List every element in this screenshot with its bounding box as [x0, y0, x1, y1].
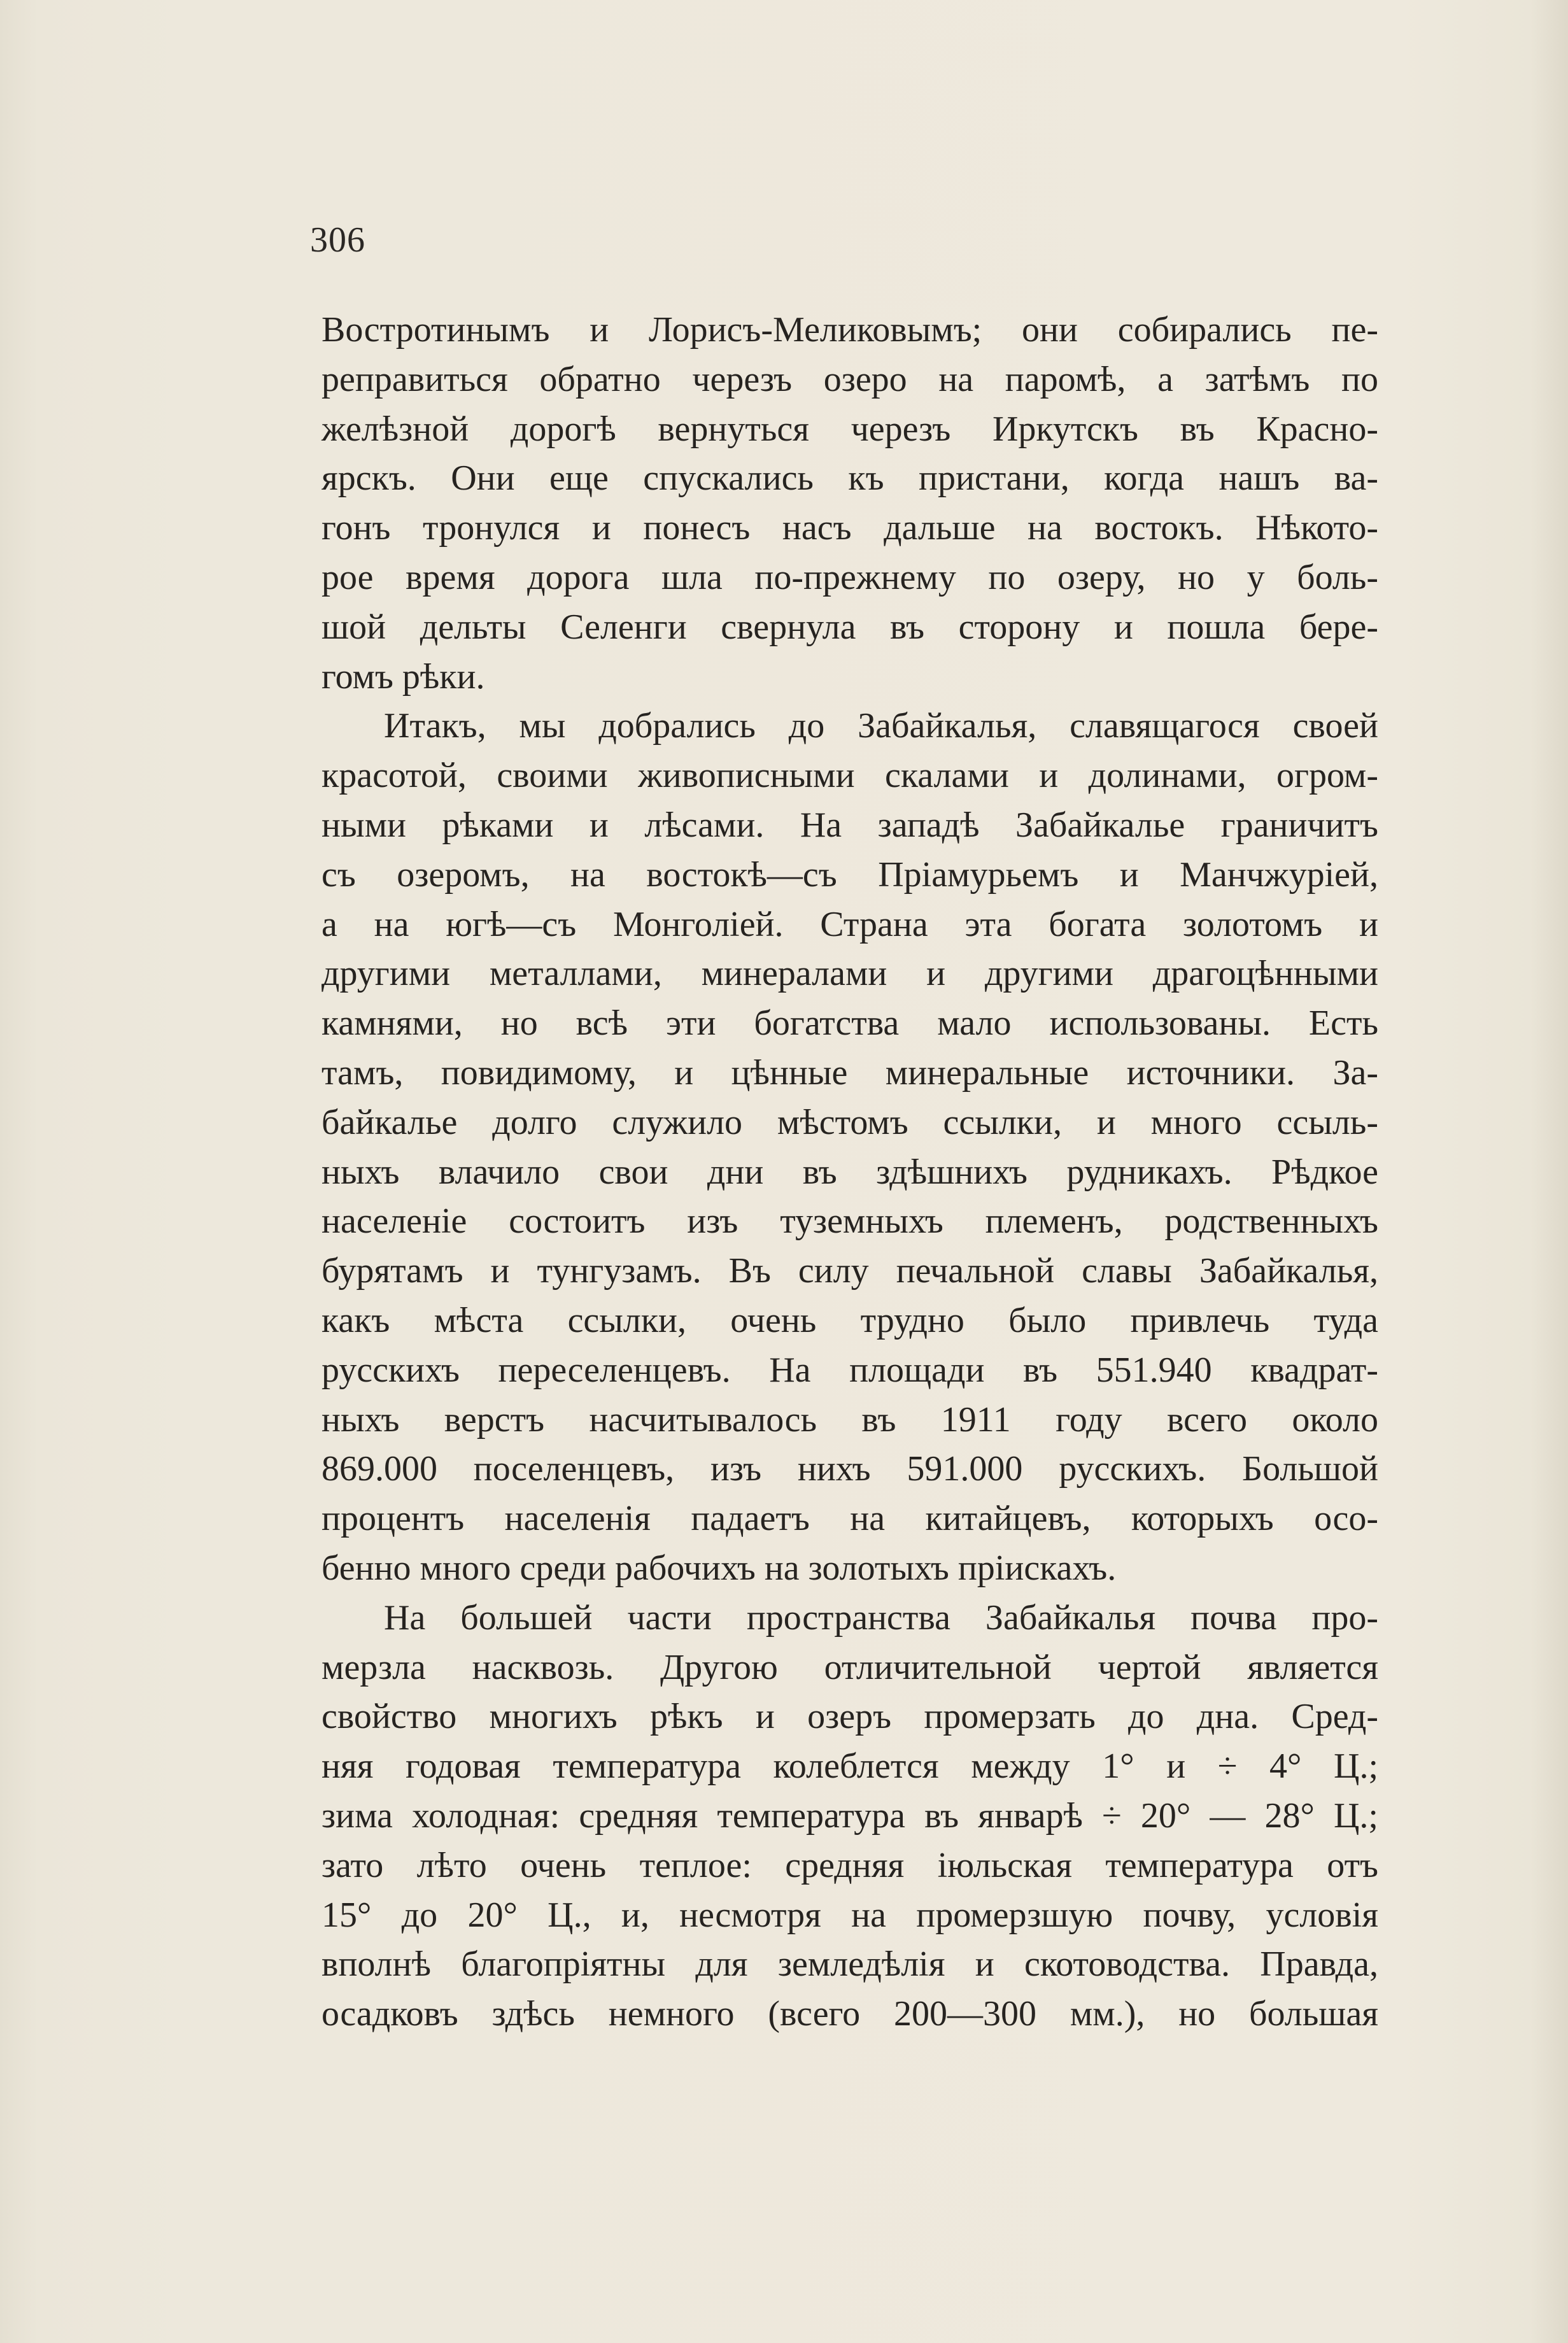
text-line: населеніе состоитъ изъ туземныхъ племенъ, родственныхъ: [321, 1201, 1378, 1242]
text-line: байкалье долго служило мѣстомъ ссылки, и много ссыль-: [321, 1102, 1378, 1142]
text-line: 869.000 поселенцевъ, изъ нихъ 591.000 русскихъ. Большой: [321, 1449, 1378, 1489]
text-line: ярскъ. Они еще спускались къ пристани, когда нашъ ва-: [321, 458, 1378, 499]
text-line: тамъ, повидимому, и цѣнные минеральные источники. За-: [321, 1052, 1378, 1093]
text-line: бенно много среди рабочихъ на золотыхъ пріискахъ.: [321, 1548, 1117, 1588]
text-line: зато лѣто очень теплое: средняя іюльская температура отъ: [321, 1845, 1378, 1885]
text-line: вполнѣ благопріятны для земледѣлія и скотоводства. Правда,: [321, 1944, 1378, 1985]
text-line: реправиться обратно черезъ озеро на паромѣ, а затѣмъ по: [321, 359, 1378, 399]
text-line: ныхъ влачило свои дни въ здѣшнихъ рудникахъ. Рѣдкое: [321, 1152, 1378, 1192]
text-line: рое время дорога шла по-прежнему по озеру, но у боль-: [321, 557, 1378, 597]
text-line: другими металлами, минералами и другими драгоцѣнными: [321, 954, 1378, 994]
text-line: осадковъ здѣсь немного (всего 200—300 мм.), но большая: [321, 1994, 1378, 2034]
text-line: русскихъ переселенцевъ. На площади въ 551.940 квадрат-: [321, 1350, 1378, 1390]
text-line: гонъ тронулся и понесъ насъ дальше на востокъ. Нѣкото-: [321, 508, 1378, 548]
text-line: красотой, своими живописными скалами и долинами, огром-: [321, 756, 1378, 796]
text-line: съ озеромъ, на востокѣ—съ Пріамурьемъ и Манчжуріей,: [321, 854, 1378, 895]
text-line: свойство многихъ рѣкъ и озеръ промерзать до дна. Сред-: [321, 1697, 1378, 1737]
text-line: 15° до 20° Ц., и, несмотря на промерзшую почву, условія: [321, 1895, 1378, 1935]
text-line: зима холодная: средняя температура въ январѣ ÷ 20° — 28° Ц.;: [321, 1795, 1378, 1836]
text-line: бурятамъ и тунгузамъ. Въ силу печальной славы Забайкалья,: [321, 1251, 1378, 1291]
text-line: мерзла насквозь. Другою отличительной чертой является: [321, 1647, 1378, 1687]
text-line: няя годовая температура колеблется между 1° и ÷ 4° Ц.;: [321, 1746, 1378, 1787]
text-line: какъ мѣста ссылки, очень трудно было привлечь туда: [321, 1300, 1378, 1340]
text-line: Востротинымъ и Лорисъ-Меликовымъ; они собирались пе-: [321, 310, 1378, 350]
text-line: ныхъ верстъ насчитывалось въ 1911 году всего около: [321, 1399, 1378, 1440]
page-edge-shadow: [1530, 0, 1568, 2343]
text-line: желѣзной дорогѣ вернуться черезъ Иркутскъ въ Красно-: [321, 409, 1378, 449]
page-number: 306: [310, 220, 365, 260]
text-line: На большей части пространства Забайкалья почва про-: [384, 1597, 1378, 1638]
text-line: ными рѣками и лѣсами. На западѣ Забайкалье граничитъ: [321, 805, 1378, 845]
page-body-text: [321, 306, 1378, 2039]
text-line: гомъ рѣки.: [321, 656, 485, 697]
text-line: а на югѣ—съ Монголіей. Страна эта богата золотомъ и: [321, 904, 1378, 944]
text-line: процентъ населенія падаетъ на китайцевъ, которыхъ осо-: [321, 1499, 1378, 1539]
text-line: камнями, но всѣ эти богатства мало использованы. Есть: [321, 1003, 1378, 1044]
text-line: шой дельты Селенги свернула въ сторону и пошла бере-: [321, 607, 1378, 647]
text-line: Итакъ, мы добрались до Забайкалья, славящагося своей: [384, 706, 1378, 746]
